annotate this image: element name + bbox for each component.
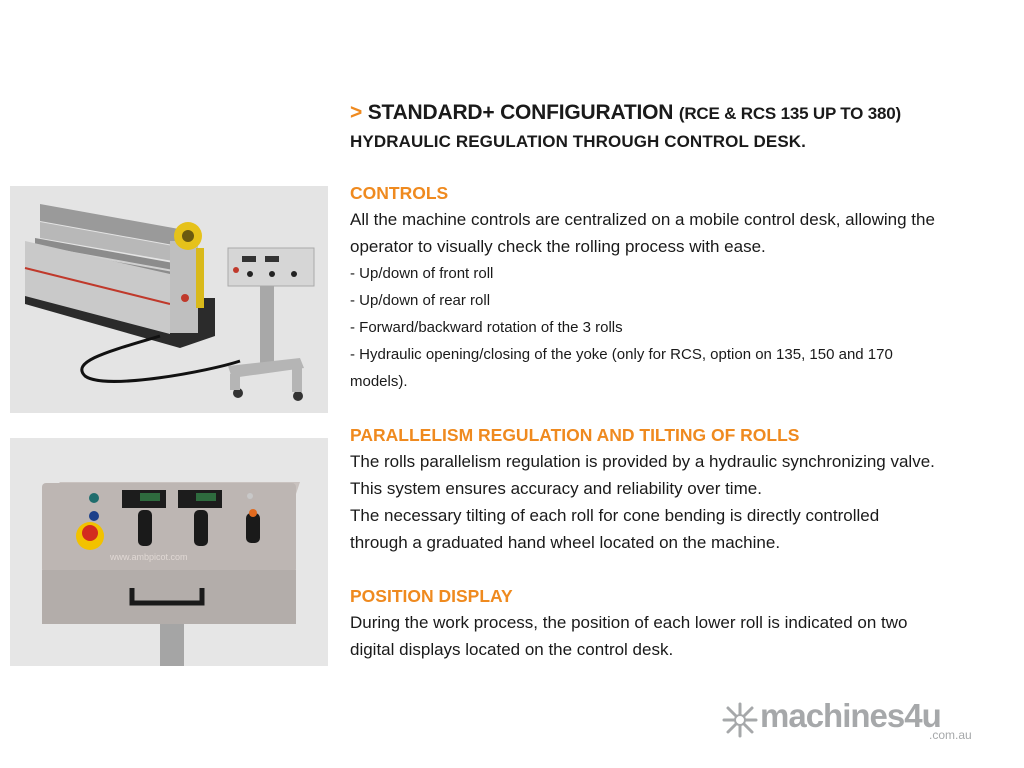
controls-section xyxy=(350,180,935,395)
control-desk-photo xyxy=(10,438,328,666)
position-line: digital displays located on the control desk. xyxy=(350,640,674,659)
logo-domain: .com.au xyxy=(929,728,972,742)
parallelism-line: The rolls parallelism regulation is provided by a hydraulic synchronizing valve. xyxy=(350,452,935,471)
logo-wordmark: machines4u xyxy=(760,697,941,734)
control-desk-illustration xyxy=(10,438,328,666)
machine-photo xyxy=(10,186,328,413)
position-section xyxy=(350,583,908,663)
desk-watermark: www.ambpicot.com xyxy=(110,552,188,562)
controls-list xyxy=(350,260,935,395)
list-item: models). xyxy=(350,373,408,390)
controls-para-line1: All the machine controls are centralized on a mobile control desk, allowing the xyxy=(350,210,935,229)
parallelism-line: This system ensures accuracy and reliability over time. xyxy=(350,479,762,498)
position-line: During the work process, the position of each lower roll is indicated on two xyxy=(350,613,908,632)
rolling-machine-illustration xyxy=(10,186,328,413)
list-item: - Hydraulic opening/closing of the yoke (only for RCS, option on 135, 150 and 170 xyxy=(350,346,893,363)
position-title: POSITION DISPLAY xyxy=(350,586,513,606)
list-item: - Forward/backward rotation of the 3 rolls xyxy=(350,319,623,336)
list-item: - Up/down of rear roll xyxy=(350,292,491,309)
parallelism-line: The necessary tilting of each roll for cone bending is directly controlled xyxy=(350,506,880,525)
snowflake-gear-icon xyxy=(722,702,758,738)
title-arrow-icon: > xyxy=(350,101,363,124)
title-models: (RCE & RCS 135 UP TO 380) xyxy=(678,104,901,123)
machines4u-logo xyxy=(722,697,992,744)
parallelism-line: through a graduated hand wheel located on the machine. xyxy=(350,533,781,552)
page-title xyxy=(350,98,1015,129)
title-text: STANDARD+ CONFIGURATION xyxy=(367,101,674,124)
page-subtitle: HYDRAULIC REGULATION THROUGH CONTROL DESK. xyxy=(350,132,806,151)
parallelism-title: PARALLELISM REGULATION AND TILTING OF ROLLS xyxy=(350,425,800,445)
parallelism-section xyxy=(350,422,935,556)
list-item: - Up/down of front roll xyxy=(350,265,494,282)
main-content xyxy=(350,98,1015,659)
controls-title: CONTROLS xyxy=(350,183,449,203)
controls-para-line2: operator to visually check the rolling process with ease. xyxy=(350,237,766,256)
